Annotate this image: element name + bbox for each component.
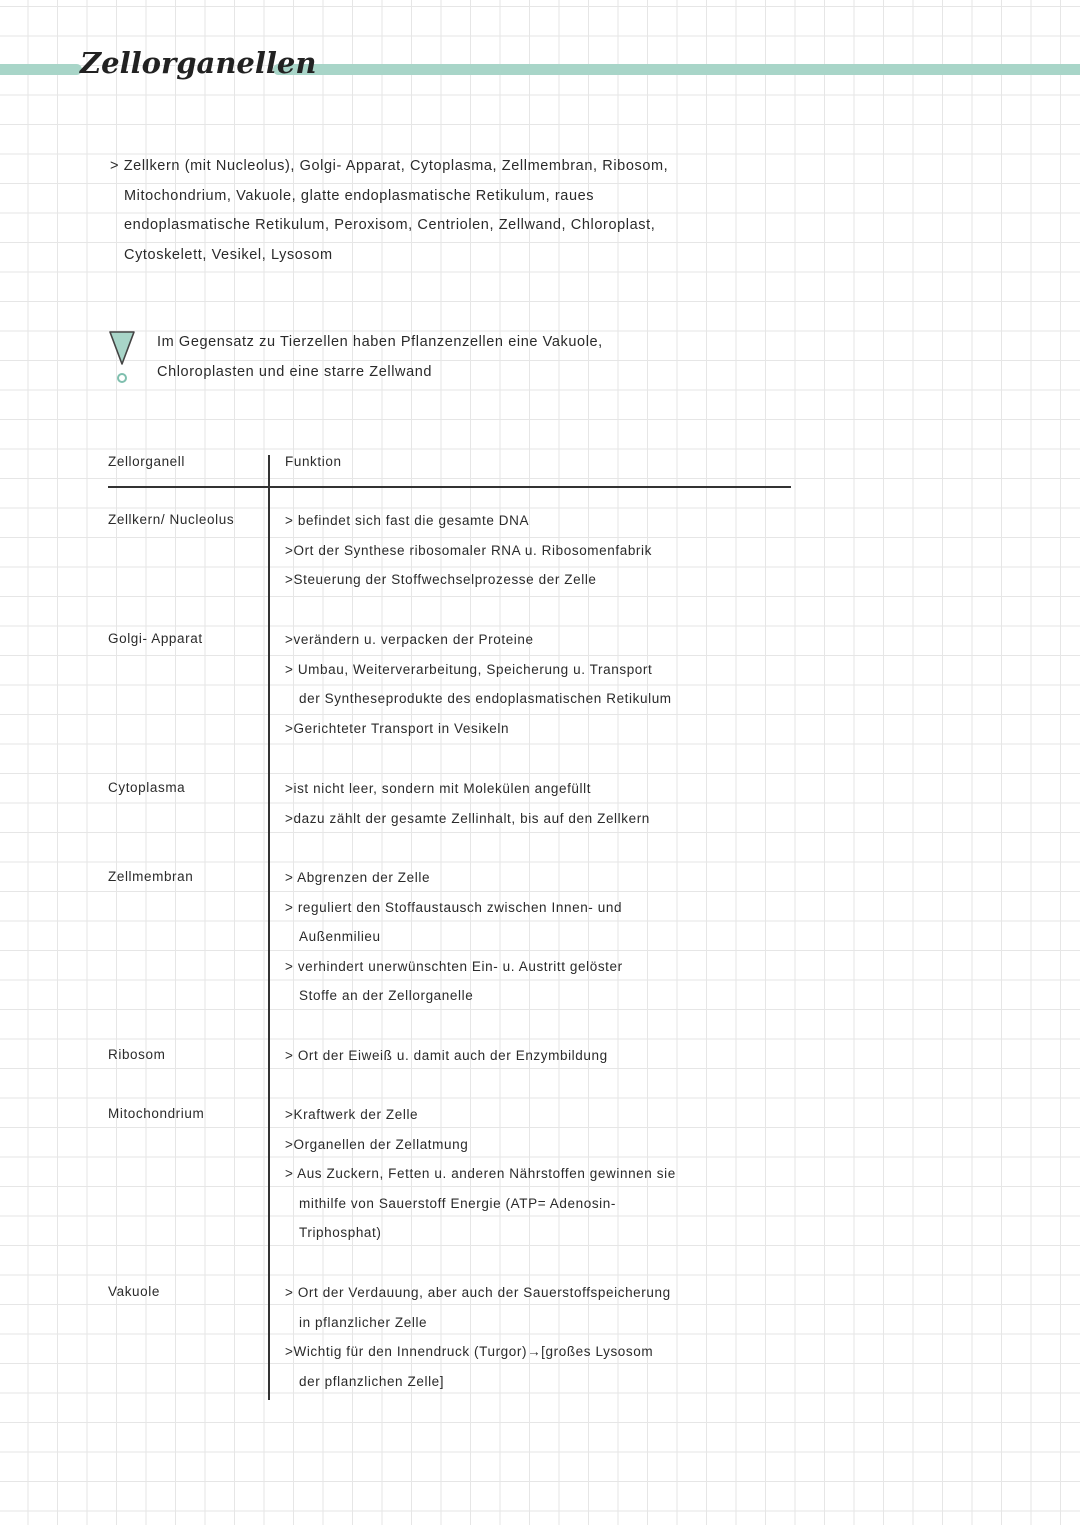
organelle-name: Vakuole (108, 1284, 160, 1299)
organelle-functions (285, 774, 825, 833)
organelle-functions (285, 1100, 825, 1248)
function-line: >Ort der Synthese ribosomaler RNA u. Ribosomenfabrik (285, 542, 652, 558)
function-line: in pflanzlicher Zelle (299, 1314, 428, 1330)
table-header-function: Funktion (285, 454, 342, 469)
function-line: Triphosphat) (299, 1225, 382, 1241)
organelle-functions (285, 1278, 825, 1396)
table-header-organelle: Zellorganell (108, 454, 185, 469)
function-line: > verhindert unerwünschten Ein- u. Austritt gelöster (285, 958, 623, 974)
note-line: Im Gegensatz zu Tierzellen haben Pflanzenzellen eine Vakuole, (157, 334, 603, 350)
intro-line: endoplasmatische Retikulum, Peroxisom, Centriolen, Zellwand, Chloroplast, (124, 217, 656, 234)
organelle-name: Mitochondrium (108, 1106, 205, 1121)
note-line: Chloroplasten und eine starre Zellwand (157, 363, 433, 380)
function-line: >Kraftwerk der Zelle (285, 1107, 419, 1122)
organelle-functions (285, 506, 825, 595)
note-box (157, 328, 777, 387)
intro-list (110, 152, 810, 270)
intro-line: Cytoskelett, Vesikel, Lysosom (124, 246, 333, 263)
organelle-functions (285, 1041, 825, 1071)
organelle-name: Zellmembran (108, 869, 194, 884)
function-line: > reguliert den Stoffaustausch zwischen Innen- und (285, 899, 623, 915)
intro-line: > Zellkern (mit Nucleolus), Golgi- Apparat, Cytoplasma, Zellmembran, Ribosom, (110, 158, 669, 174)
organelle-functions (285, 625, 825, 743)
function-line: >dazu zählt der gesamte Zellinhalt, bis auf den Zellkern (285, 810, 650, 826)
organelle-name: Zellkern/ Nucleolus (108, 512, 235, 527)
organelle-name: Cytoplasma (108, 780, 186, 795)
function-line: Außenmilieu (299, 929, 381, 945)
organelle-functions (285, 863, 825, 1011)
function-line: der Syntheseprodukte des endoplasmatischen Retikulum (299, 691, 672, 707)
page-title: Zellorganellen (80, 46, 317, 80)
function-line: > Aus Zuckern, Fetten u. anderen Nährstoffen gewinnen sie (285, 1166, 676, 1182)
title-highlight-left (0, 64, 82, 75)
table-header-divider (108, 486, 791, 488)
intro-line: Mitochondrium, Vakuole, glatte endoplasmatische Retikulum, raues (124, 187, 595, 204)
title-highlight-right (273, 64, 1080, 75)
function-line: >ist nicht leer, sondern mit Molekülen angefüllt (285, 781, 592, 796)
function-line: >Wichtig für den Innendruck (Turgor)→[großes Lysosom (285, 1344, 654, 1360)
function-line: > befindet sich fast die gesamte DNA (285, 513, 530, 528)
function-line: >Steuerung der Stoffwechselprozesse der Zelle (285, 572, 597, 588)
function-line: > Ort der Verdauung, aber auch der Sauerstoffspeicherung (285, 1285, 671, 1300)
function-line: >verändern u. verpacken der Proteine (285, 632, 534, 647)
function-line: Stoffe an der Zellorganelle (299, 988, 474, 1004)
organelle-name: Golgi- Apparat (108, 631, 203, 646)
function-line: >Gerichteter Transport in Vesikeln (285, 720, 510, 736)
function-line: > Abgrenzen der Zelle (285, 870, 431, 885)
function-line: > Ort der Eiweiß u. damit auch der Enzymbildung (285, 1048, 608, 1063)
function-line: >Organellen der Zellatmung (285, 1136, 469, 1152)
warning-icon (108, 330, 136, 386)
table-column-divider (268, 455, 270, 1400)
organelle-name: Ribosom (108, 1047, 166, 1062)
function-line: mithilfe von Sauerstoff Energie (ATP= Adenosin- (299, 1195, 616, 1211)
function-line: > Umbau, Weiterverarbeitung, Speicherung u. Transport (285, 661, 653, 677)
function-line: der pflanzlichen Zelle] (299, 1373, 445, 1389)
